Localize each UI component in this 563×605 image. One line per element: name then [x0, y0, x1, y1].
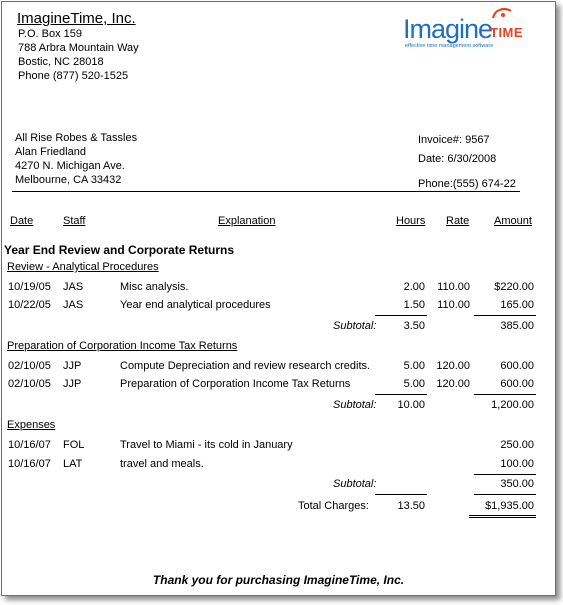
row-hours: 5.00: [403, 360, 425, 372]
company-address-line: Bostic, NC 28018: [18, 56, 104, 68]
row-date: 10/22/05: [8, 299, 51, 311]
col-explanation: Explanation: [218, 215, 276, 227]
row-amount: 100.00: [500, 458, 534, 470]
header-divider: [12, 191, 520, 192]
row-amount: 600.00: [500, 360, 534, 372]
footer-thanks: Thank you for purchasing ImagineTime, Inc.: [152, 573, 405, 587]
row-explanation: Misc analysis.: [120, 281, 189, 293]
invoice-number: Invoice#: 9567: [418, 134, 490, 146]
company-phone: Phone (877) 520-1525: [18, 70, 129, 82]
col-amount: Amount: [494, 215, 532, 227]
section-title: Year End Review and Corporate Returns: [4, 243, 235, 257]
total-label: Total Charges:: [298, 500, 369, 512]
invoice-date: Date: 6/30/2008: [418, 153, 497, 165]
invoice-page: [1, 1, 556, 596]
invoice-phone: Phone:(555) 674-22: [418, 178, 516, 190]
row-hours: 5.00: [403, 378, 425, 390]
row-hours: 1.50: [403, 299, 425, 311]
logo-time: TIME: [490, 25, 524, 40]
row-amount: 600.00: [500, 378, 534, 390]
imaginetime-logo: [403, 6, 533, 54]
subtotal-label: Subtotal:: [333, 478, 377, 490]
client-line: Melbourne, CA 33432: [15, 174, 122, 186]
group-title: Review - Analytical Procedures: [7, 261, 159, 273]
row-hours: 2.00: [403, 281, 425, 293]
row-staff: JAS: [63, 281, 84, 293]
total-double-rule: [469, 515, 536, 516]
subtotal-amount: 385.00: [500, 320, 534, 332]
company-address-line: P.O. Box 159: [18, 28, 83, 40]
client-line: 4270 N. Michigan Ave.: [15, 160, 125, 172]
row-amount: 250.00: [500, 439, 534, 451]
row-date: 10/16/07: [8, 439, 51, 451]
row-date: 10/16/07: [8, 458, 51, 470]
total-rule: [474, 494, 536, 495]
row-date: 02/10/05: [8, 360, 51, 372]
subtotal-rule: [375, 315, 427, 316]
row-rate: 120.00: [436, 360, 470, 372]
col-staff: Staff: [63, 215, 86, 227]
row-amount: $220.00: [494, 281, 534, 293]
subtotal-rule: [474, 474, 536, 475]
col-date: Date: [10, 215, 34, 227]
subtotal-label: Subtotal:: [333, 399, 377, 411]
total-hours: 13.50: [397, 500, 425, 512]
row-staff: FOL: [63, 439, 85, 451]
row-rate: 110.00: [437, 281, 470, 293]
subtotal-label: Subtotal:: [333, 320, 377, 332]
group-title: Preparation of Corporation Income Tax Returns: [7, 340, 238, 352]
total-double-rule: [469, 517, 536, 518]
total-amount: $1,935.00: [485, 500, 534, 512]
row-date: 02/10/05: [8, 378, 51, 390]
row-rate: 120.00: [436, 378, 470, 390]
row-amount: 165.00: [500, 299, 534, 311]
subtotal-hours: 3.50: [403, 320, 425, 332]
logo-word: Imagine: [403, 14, 493, 44]
col-rate: Rate: [446, 215, 470, 227]
row-explanation: Year end analytical procedures: [120, 299, 271, 311]
row-date: 10/19/05: [8, 281, 51, 293]
row-explanation: Travel to Miami - its cold in January: [120, 439, 293, 451]
group-title: Expenses: [7, 419, 56, 431]
total-rule: [375, 494, 427, 495]
subtotal-amount: 1,200.00: [491, 399, 534, 411]
logo-swoosh-icon: [491, 6, 513, 20]
subtotal-rule: [474, 394, 536, 395]
company-address-line: 788 Arbra Mountain Way: [18, 42, 139, 54]
row-rate: 110.00: [437, 299, 470, 311]
subtotal-rule: [375, 394, 427, 395]
row-staff: LAT: [63, 458, 83, 470]
row-explanation: Preparation of Corporation Income Tax Returns: [120, 378, 351, 390]
row-staff: JAS: [63, 299, 84, 311]
client-line: All Rise Robes & Tassles: [15, 132, 138, 144]
subtotal-rule: [474, 315, 536, 316]
row-staff: JJP: [63, 360, 82, 372]
col-hours: Hours: [396, 215, 426, 227]
subtotal-amount: 350.00: [500, 478, 534, 490]
row-explanation: travel and meals.: [120, 458, 204, 470]
logo-tagline: effective time management software: [405, 43, 494, 49]
subtotal-hours: 10.00: [397, 399, 425, 411]
row-explanation: Compute Depreciation and review research credits.: [120, 360, 371, 372]
row-staff: JJP: [63, 378, 82, 390]
company-name: ImagineTime, Inc.: [17, 10, 136, 27]
client-line: Alan Friedland: [15, 146, 86, 158]
